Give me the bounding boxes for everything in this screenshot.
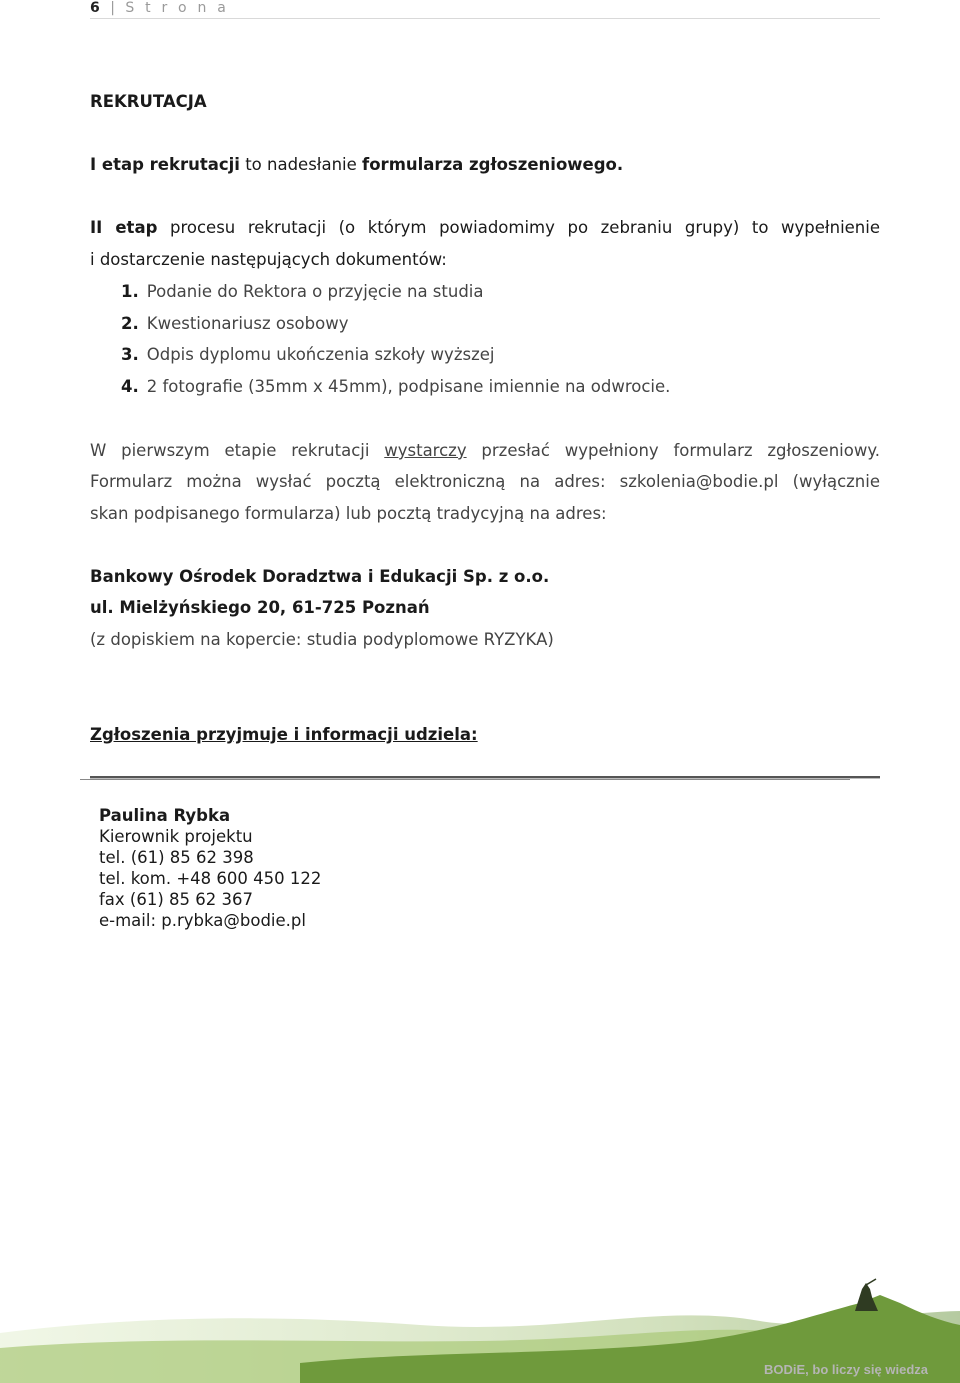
page-header [90, 0, 880, 19]
contact-email: e-mail: p.rybka@bodie.pl [99, 911, 306, 930]
divider-line [90, 776, 880, 778]
item-number: 2. [121, 314, 139, 333]
document-item-1 [121, 282, 484, 302]
item-number: 3. [121, 345, 139, 364]
info-line1 [90, 441, 880, 461]
page-number: 6 [90, 0, 100, 16]
item-text: Kwestionariusz osobowy [146, 314, 349, 333]
address-line2: ul. Mielżyńskiego 20, 61-725 Poznań [90, 598, 430, 617]
document-item-4 [121, 377, 670, 397]
stage1-mid: to nadesłanie [239, 155, 363, 174]
contact-mobile: tel. kom. +48 600 450 122 [99, 869, 322, 888]
contact-name: Paulina Rybka [99, 806, 231, 825]
stage1-line [90, 155, 623, 175]
stage1-bold2: formularza zgłoszeniowego. [362, 155, 624, 174]
section-title: REKRUTACJA [90, 92, 207, 111]
footer-slogan: BODiE, bo liczy się wiedza [764, 1362, 928, 1377]
stage2-rest: procesu rekrutacji (o którym powiadomimy po zebraniu grupy) to wypełnienie [157, 218, 880, 237]
item-text: Odpis dyplomu ukończenia szkoły wyższej [146, 345, 495, 364]
contact-fax: fax (61) 85 62 367 [99, 890, 254, 909]
stage1-bold: I etap rekrutacji [90, 155, 240, 174]
document-item-2 [121, 314, 348, 334]
item-number: 1. [121, 282, 139, 301]
hiker-icon [855, 1283, 878, 1311]
stage2-line2: i dostarczenie następujących dokumentów: [90, 250, 447, 269]
item-number: 4. [121, 377, 139, 396]
stage2-bold: II etap [90, 218, 158, 237]
info-line2: Formularz można wysłać pocztą elektroniczną na adres: szkolenia@bodie.pl (wyłącznie [90, 472, 880, 491]
contact-heading: Zgłoszenia przyjmuje i informacji udziela: [90, 725, 478, 744]
info-line3: skan podpisanego formularza) lub pocztą tradycyjną na adres: [90, 504, 607, 523]
contact-block [99, 805, 321, 931]
info-l1-b: przesłać wypełniony formularz zgłoszeniowy. [466, 441, 880, 460]
stage2-line1 [90, 218, 880, 238]
address-line1: Bankowy Ośrodek Doradztwa i Edukacji Sp. z o.o. [90, 567, 550, 586]
contact-role: Kierownik projektu [99, 827, 253, 846]
info-l1-underline: wystarczy [384, 441, 467, 460]
address-line3: (z dopiskiem na kopercie: studia podyplomowe RYZYKA) [90, 630, 554, 649]
document-item-3 [121, 345, 494, 365]
header-separator: | [110, 0, 115, 16]
divider-line-secondary [80, 779, 850, 780]
info-l1-a: W pierwszym etapie rekrutacji [90, 441, 385, 460]
contact-tel: tel. (61) 85 62 398 [99, 848, 254, 867]
item-text: 2 fotografie (35mm x 45mm), podpisane imiennie na odwrocie. [146, 377, 671, 396]
page-word: S t r o n a [125, 0, 229, 16]
item-text: Podanie do Rektora o przyjęcie na studia [146, 282, 484, 301]
